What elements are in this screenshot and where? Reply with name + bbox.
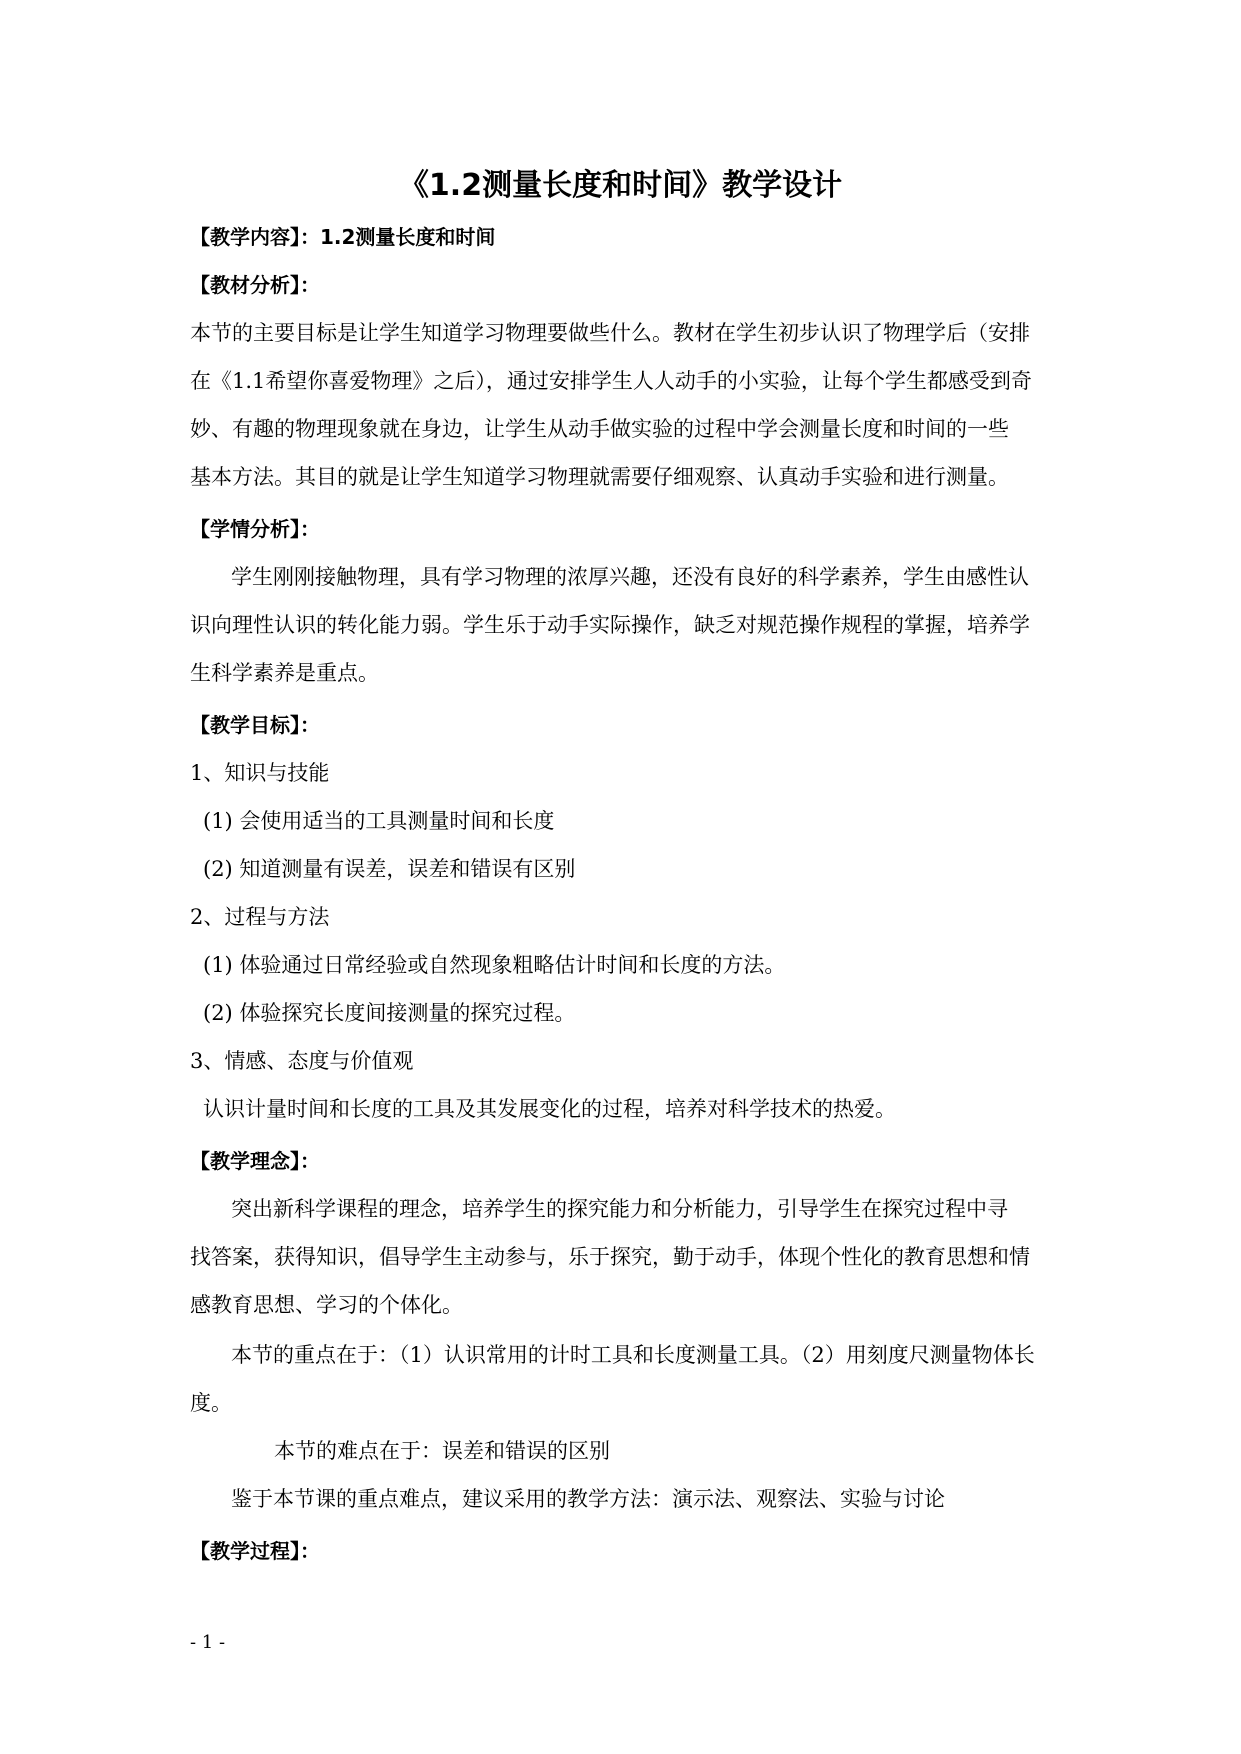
goal-subitem: (2) 知道测量有误差，误差和错误有区别 — [203, 857, 576, 881]
teaching-idea-heading: 【教学理念】： — [190, 1149, 320, 1173]
material-paragraph-line: 妙、有趣的物理现象就在身边，让学生从动手做实验的过程中学会测量长度和时间的一些 — [190, 417, 1009, 441]
teaching-goals-heading: 【教学目标】： — [190, 713, 320, 737]
key-point-line: 度。 — [190, 1391, 232, 1415]
page-number: - 1 - — [190, 1632, 226, 1653]
goal-subitem: 认识计量时间和长度的工具及其发展变化的过程，培养对科学技术的热爱。 — [203, 1097, 896, 1121]
material-paragraph-line: 基本方法。其目的就是让学生知道学习物理就需要仔细观察、认真动手实验和进行测量。 — [190, 465, 1009, 489]
goal-subitem: (2) 体验探究长度间接测量的探究过程。 — [203, 1001, 576, 1025]
student-paragraph-line: 生科学素养是重点。 — [190, 661, 379, 685]
student-paragraph-line: 学生刚刚接触物理，具有学习物理的浓厚兴趣，还没有良好的科学素养，学生由感性认 — [231, 565, 1029, 589]
document-title: 《1.2测量长度和时间》教学设计 — [398, 168, 843, 203]
material-paragraph-line: 在《1.1希望你喜爱物理》之后），通过安排学生人人动手的小实验，让每个学生都感受到奇 — [190, 369, 1032, 393]
teaching-content-heading: 【教学内容】：1.2测量长度和时间 — [190, 225, 496, 249]
teaching-process-heading: 【教学过程】： — [190, 1539, 320, 1563]
idea-paragraph-line: 突出新科学课程的理念，培养学生的探究能力和分析能力，引导学生在探究过程中寻 — [231, 1197, 1008, 1221]
goal-item: 1、知识与技能 — [190, 761, 330, 785]
key-point-line: 本节的重点在于：（1）认识常用的计时工具和长度测量工具。（2）用刻度尺测量物体长 — [231, 1343, 1035, 1367]
student-analysis-heading: 【学情分析】： — [190, 517, 320, 541]
method-line: 鉴于本节课的重点难点，建议采用的教学方法：演示法、观察法、实验与讨论 — [231, 1487, 945, 1511]
difficulty-line: 本节的难点在于：误差和错误的区别 — [274, 1439, 610, 1463]
idea-paragraph-line: 感教育思想、学习的个体化。 — [190, 1293, 463, 1317]
goal-item: 3、情感、态度与价值观 — [190, 1049, 414, 1073]
goal-item: 2、过程与方法 — [190, 905, 330, 929]
idea-paragraph-line: 找答案，获得知识，倡导学生主动参与，乐于探究，勤于动手，体现个性化的教育思想和情 — [190, 1245, 1030, 1269]
goal-subitem: (1) 会使用适当的工具测量时间和长度 — [203, 809, 555, 833]
goal-subitem: (1) 体验通过日常经验或自然现象粗略估计时间和长度的方法。 — [203, 953, 786, 977]
material-analysis-heading: 【教材分析】： — [190, 273, 320, 297]
material-paragraph-line: 本节的主要目标是让学生知道学习物理要做些什么。教材在学生初步认识了物理学后（安排 — [190, 321, 1030, 345]
student-paragraph-line: 识向理性认识的转化能力弱。学生乐于动手实际操作，缺乏对规范操作规程的掌握，培养学 — [190, 613, 1030, 637]
